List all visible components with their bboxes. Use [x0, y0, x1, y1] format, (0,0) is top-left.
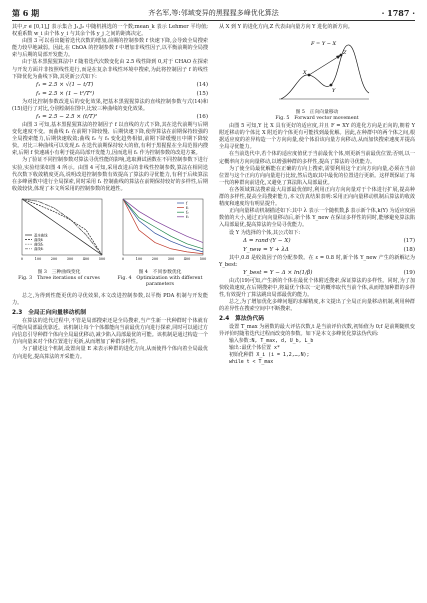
x-tick-label: 300	[66, 256, 74, 261]
equation-19: Y_best = Y − Δ × ln(1/β) (19)	[243, 269, 415, 276]
legend-label: 曲线f₁	[34, 237, 44, 242]
legend-label: 基本曲线	[34, 233, 48, 238]
x-tick-label: 200	[50, 256, 58, 261]
paragraph: 在各领域算法搜索最大局部最优值时,利用正向方向向量对于个体进行扩展,提高种群的多样性,提高全局搜索能力,本文仿真结果表明:采用正向向量移动机制后算法的收敛精度和速度均有明显提升。	[219, 186, 415, 208]
figure-4-caption: 图 4 不同参数优化 Fig. 4 Optimization with different parameters	[117, 269, 203, 288]
right-column	[219, 24, 415, 366]
plot-frame	[123, 199, 203, 255]
equation-16: f₃ = 2.5 − 2.5 × (t/T)² (16)	[36, 113, 208, 120]
figure-row	[12, 196, 208, 292]
figure-5-caption: 图 5 正向向量移动 Fig. 5 Forward vector movement	[275, 110, 359, 122]
figure-4-chart	[113, 196, 207, 268]
legend-label: f	[186, 201, 188, 206]
paragraph: 由图 5 可知,Y 比 X 具有更好的适应度,并且 F = XY 的进化方向是正向的,朝着 Y 附近移动的个体比 X 附近的个体更有可能找到最优解。因此,在种群中的两个体之间,根据适应度的差异构造一个方向向量,使个体沿该向量方向移动,从而加快搜索速度并提高全局寻优能力。	[219, 123, 415, 151]
x-tick-label: 500	[98, 256, 106, 261]
label-y: Y	[332, 88, 336, 95]
paragraph: 总之,为了增加优化多峰问题的求解精度,本文提出了全局正向量移动机制,利用种群的差异性在搜索空间中不断搜索。	[219, 299, 415, 313]
x-tick-label: 500	[199, 256, 207, 261]
x-tick-label: 200	[151, 256, 159, 261]
vector-line	[309, 55, 341, 75]
x-tick-label: 0	[121, 256, 125, 261]
vector-label: F = Y − X	[311, 41, 337, 48]
paragraph: 设 Y 为选择的个体,其公式如下:	[229, 229, 301, 236]
x-tick-label: 0	[20, 256, 24, 261]
paragraph: 其中,0.8 是收敛因子的分配参数。在 ε = 0.8 时,新个体 Y_new 产生的新解记为 Y_best:	[219, 254, 415, 268]
figure-3-caption: 图 3 三种曲线变化 Fig. 3 Three iterations of curves	[18, 269, 100, 282]
legend-label: f₂	[186, 210, 189, 215]
equation-14: f₁ = 2.5 × √(1 − t/T) (14)	[36, 81, 208, 88]
code-line: while t < T_max	[229, 359, 274, 366]
legend-label: 曲线f₃	[34, 246, 44, 251]
paragraph: 为对比控制参数改进后的变化效果,把基本黑猩猩算法的直线控制参数与式(14)和(15)进行了对比,分别绘制在图中,比较三种曲线的变化效果。	[12, 98, 208, 112]
equation-17: Δ = rand·(Y − X) (17)	[243, 237, 415, 244]
section-heading: 2.4 算法伪代码	[219, 316, 265, 323]
series-line	[123, 199, 203, 249]
point-y	[330, 84, 333, 87]
paragraph: 为了描述这个机制,设置向量 E 来表示种群的进化方向,从而使得个体向着全局最优方向进化,提高算法的开采能力。	[12, 346, 208, 360]
equation-15: f₂ = 2.5 × (1 − t²/T²) (15)	[36, 90, 208, 97]
paragraph: 为了使全局最优解能在正确的方向上搜索,需要利用这个正向方向向量,必须在当前位置与这个正向方向向量进行比较,然后选取其中最优的位置进行更新。这样既保证了每一代的种群向前进化,又避免了算法陷入局部最优。	[219, 165, 415, 186]
paragraph: 由于基本黑猩猩算法中 f 随着迭代次数变化由 2.5 线性降到 0,对于 CHAO 在探索与开发方面并非按照线性进行,而是在复杂非线性环境中搜索,为此将控制因子 f 的线性下降优化为曲线下降,其更新公式如下:	[12, 59, 208, 80]
code-line: 输出:最优个体位置 x*	[229, 345, 280, 352]
x-tick-label: 300	[167, 256, 175, 261]
series-line	[123, 199, 203, 252]
label-z: Z	[343, 50, 347, 57]
paragraph: 由式(19)可知,产生新的个体在最优个体附近搜索,保证算法的多样性。同时,为了加快收敛速度,在后期搜索中,将最优个体以一定的概率取代当前个体,从而增加种群的多样性,有效提升了算法跳出局部最优的能力。	[219, 277, 415, 298]
paragraph: 其中,r ∈ [0,1],J 表示集合 J₁,J₂ 中随机挑选的一个数;mean_k 表示 Lehmer 平均值;权重系数 w_i 由个体 y_i 与其余个体 y_j 之间的距离决定。	[12, 24, 208, 38]
article-title-header: 齐名军,等:邻域变异的黑猩猩多峰优化算法	[148, 9, 279, 17]
point-z	[340, 54, 343, 57]
paragraph: 在算法的迭代过程中,不管是局部搜索还是全局搜索,当产生新一代种群时个体就有可能向局部最优靠近。该机制让每个个体都能向当前最优方向进行探索,同时可以通过方向信息引导种群个体向全局最优移动,减少陷入局部最优的可能。该机制是通过构造一个方向向量来对个体位置进行更新,从而增加了种群多样性。	[12, 318, 208, 346]
fitness-curve	[281, 45, 369, 99]
x-tick-label: 100	[34, 256, 42, 261]
paragraph: 由图 3 可以看出随着迭代次数的增加,前期的控制参数 f 快速下降,会导致全局搜索能力较早地减弱。因此,在 ChOA 的控制参数 f 中增加非线性因子,以平衡前期的全局搜索与后期的局部开发能力。	[12, 38, 208, 59]
figure-5-diagram	[219, 33, 415, 107]
equation-18: Y_new = Y + λΔ (18)	[243, 246, 415, 253]
paragraph: 设置 T_max 为函数的最大评估次数,t 是当前评价次数,初始值为 0;f 是前期随机变异评价时随着迭代过程而改变的参数。如下是本文多峰优化算法伪代码:	[219, 324, 415, 338]
code-line: 输入参数:N, T_max, d, U_b, L_b	[229, 338, 314, 345]
label-x: X	[303, 70, 307, 77]
section-heading: 2.3 全局正向向量移动机制	[12, 310, 87, 317]
figure-3-chart	[12, 196, 106, 268]
point-x	[308, 74, 311, 77]
paragraph: 为了验证不同控制参数对算法寻优性能的影响,选取测试函数在不同控制参数下进行实验,实验结果如图 4 所示。由图 4 可知,采用改进后的非线性控制参数,算法在相同迭代次数下收敛精度更高,说明改进控制参数有效提高了算法的寻优能力,有利于后续算法在多峰函数中进行全局探索,同时采用 f₁ 控制曲线的算法在前期保持较好的多样性,后期收敛较快,体现了本文所采用的控制参数的优越性。	[12, 157, 208, 192]
paragraph: 正向向量移动机制描述如下:其中 λ 表示一个随机数,β 表示新个体,k(Y) 为适应度函数值的大小,通过正向向量移动后,新个体 Y_new 在保证多样性的同时,能够避免算法陷入局部最优,提高算法的全局寻优能力。	[219, 208, 415, 229]
legend-label: 曲线f₂	[34, 242, 44, 247]
code-line: 初始化种群 X_i (i = 1,2,…,N);	[229, 352, 310, 359]
legend-label: f₁	[186, 205, 189, 210]
paragraph: 从 X 到 Y 的进化方向,Z 代表由向量方向 Y 进化的新方向。	[219, 24, 353, 30]
issue-number: 第 6 期	[12, 8, 40, 18]
pseudocode	[219, 338, 415, 366]
x-tick-label: 400	[183, 256, 191, 261]
x-tick-label: 400	[82, 256, 90, 261]
series-line	[123, 199, 203, 254]
legend-label: f₃	[186, 214, 189, 219]
paragraph: 总之,为得到性能更优的寻优效果,本文改进控制参数,以平衡 PDA 机制与开发能力。	[12, 292, 208, 306]
paragraph: 在当前迭代中,若个体的适应度值优于当前最优个体,则更新当前最优位置;否则,以一定概率向方向向量移动,以增强种群的多样性,提高了算法的寻优能力。	[219, 151, 415, 165]
figure-5	[219, 33, 415, 121]
page-number: · 1787 ·	[381, 8, 415, 18]
paragraph: 由图 3 可知,基本黑猩猩算法的控制因子 f 以直线的方式下降,其在迭代前期与后期变化速度不变。而曲线 f₁ 在前期下降较慢、后期快速下降,使得算法在前期保持较强的全局搜索能力,后期快速收敛;曲线 f₂ 与 f₃ 变化趋势相似,前期下降缓慢且中期下降较快。对比三种曲线可以发现,f₁ 在迭代前期保持较大的值,有利于黑猩猩在全局范围内搜索,后期 f 快速减小有利于提高局部开发能力,因而选用 f₁ 作为控制参数的改进方案。	[12, 121, 208, 157]
series-line	[123, 199, 203, 243]
left-column	[12, 24, 208, 361]
header-rule	[12, 20, 415, 21]
x-tick-label: 100	[135, 256, 143, 261]
